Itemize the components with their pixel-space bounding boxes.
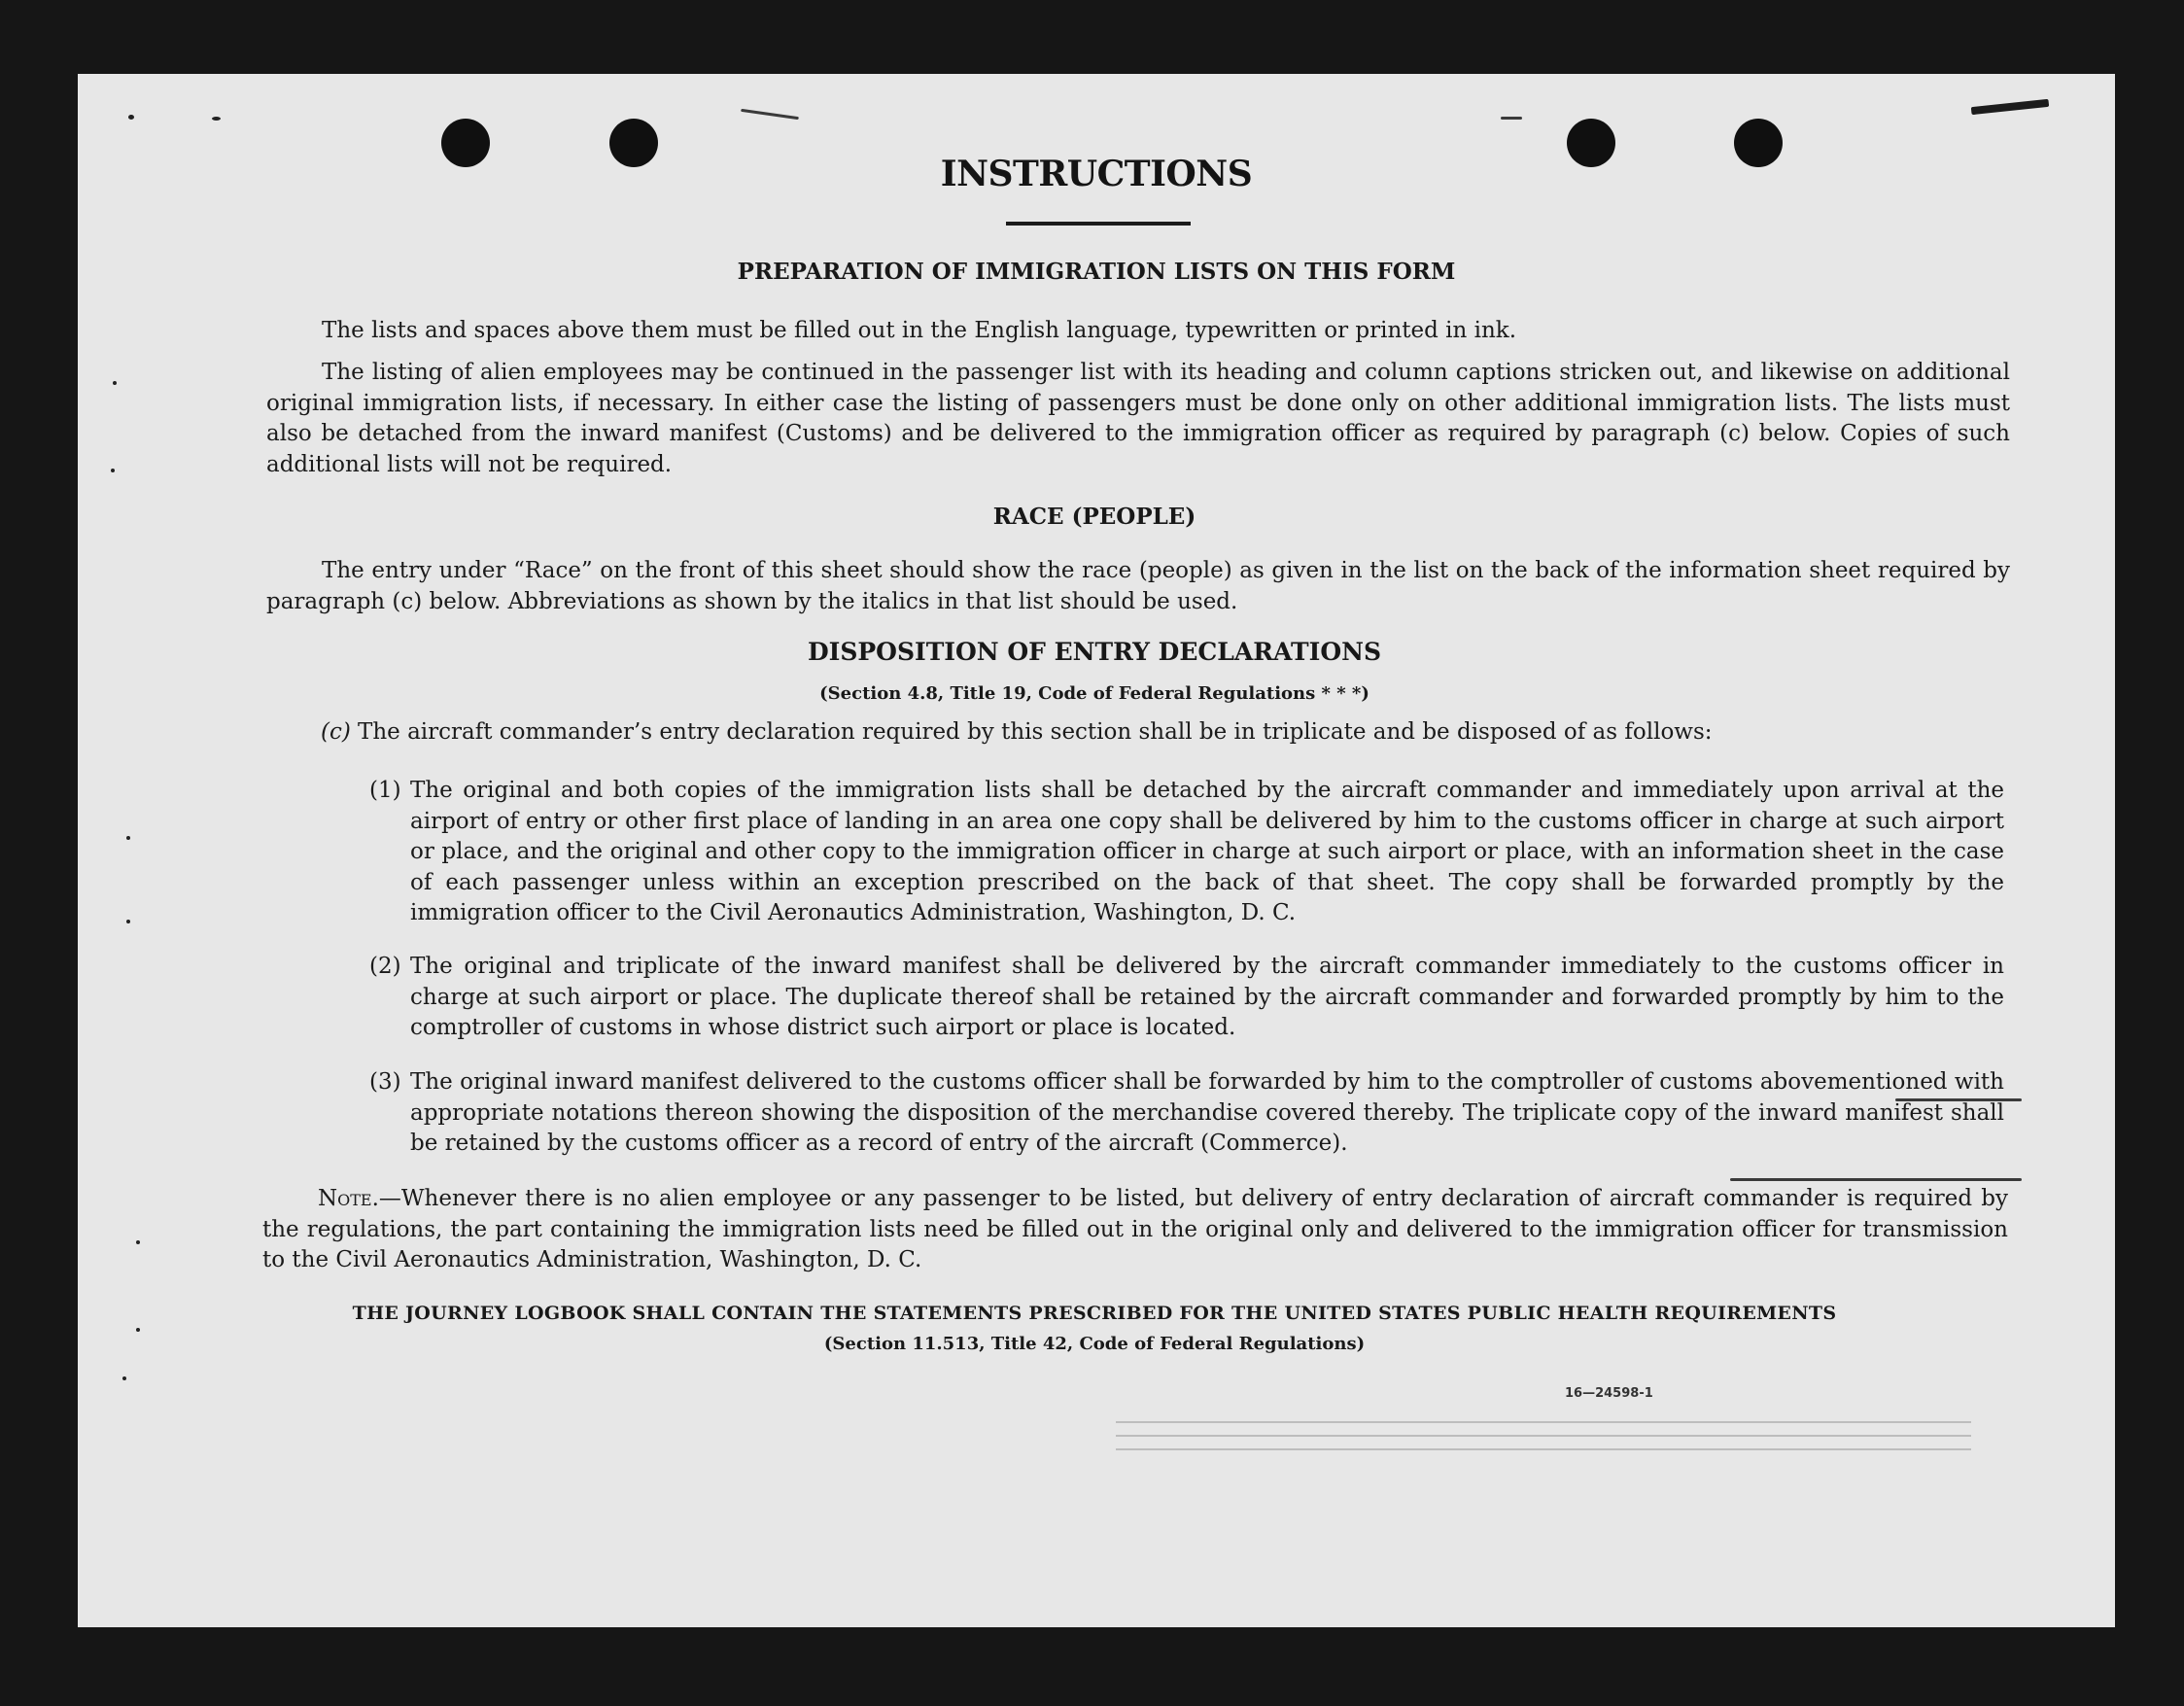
section-heading-disposition: DISPOSITION OF ENTRY DECLARATIONS xyxy=(807,638,1382,666)
scan-speck xyxy=(113,381,117,385)
paragraph-c-text: The aircraft commander’s entry declaration required by this section shall be in triplicate and be disposed of as follows: xyxy=(358,719,1713,745)
bleed-through-line xyxy=(1116,1421,1971,1423)
item-text-2: The original and triplicate of the inward manifest shall be delivered by the aircraft commander immediately to the customs officer in charge at such airport or place. The duplicate thereof shall be retained by the aircraft commander and forwarded promptly by him to the comptroller of customs in whose district such airport or place is located. xyxy=(410,954,2004,1040)
note-label: Note. xyxy=(318,1186,379,1211)
bleed-through-line xyxy=(1116,1448,1971,1450)
document-page xyxy=(78,74,2115,1627)
item-text-1: The original and both copies of the immigration lists shall be detached by the aircraft commander and immediately upon arrival at the airport of entry or other first place of landing in an area one copy shall be delivered by him to the customs officer in charge at such airport or place, and the original and other copy to the immigration officer in charge at such airport or place, with an information sheet in the case of each passenger unless within an exception prescribed on the back of that sheet. The copy shall be forwarded promptly by the immigration officer to the Civil Aeronautics Administration, Washington, D. C. xyxy=(410,778,2004,925)
paragraph-c-label: (c) xyxy=(321,719,351,745)
scan-speck xyxy=(212,117,221,121)
scan-smudge xyxy=(1501,117,1522,120)
item-number-3: (3) xyxy=(369,1069,401,1095)
section-heading-preparation: PREPARATION OF IMMIGRATION LISTS ON THIS FORM xyxy=(737,259,1456,285)
item-number-2: (2) xyxy=(369,954,401,979)
scan-speck xyxy=(136,1328,140,1332)
title-underline xyxy=(1006,222,1191,226)
scan-speck xyxy=(136,1240,140,1244)
note-text: —Whenever there is no alien employee or any passenger to be listed, but delivery of entry declaration of aircraft commander is required by the regulations, the part containing the immigration lists need be filled out in the original only and delivered to the immigration officer for transmission to the Civil Aeronautics Administration, Washington, D. C. xyxy=(262,1186,2008,1272)
scan-speck xyxy=(126,836,130,840)
scan-speck xyxy=(128,115,134,120)
note-paragraph xyxy=(262,1184,2008,1276)
scan-smudge xyxy=(741,109,799,120)
scan-speck xyxy=(122,1376,126,1380)
scan-speck xyxy=(126,920,130,923)
scan-smudge xyxy=(1730,1178,2022,1181)
section-heading-race: RACE (PEOPLE) xyxy=(992,504,1196,530)
health-requirements-line: THE JOURNEY LOGBOOK SHALL CONTAIN THE STATEMENTS PRESCRIBED FOR THE UNITED STATES PUBLIC HEALTH REQUIREMENTS xyxy=(352,1303,1837,1324)
scan-smudge xyxy=(1971,99,2049,115)
page-title: INSTRUCTIONS xyxy=(940,154,1253,194)
race-paragraph: The entry under “Race” on the front of this sheet should show the race (people) as given in the list on the back of the information sheet required by paragraph (c) below. Abbreviations as shown by the italics in that list should be used. xyxy=(266,558,2010,614)
item-number-1: (1) xyxy=(369,778,401,803)
form-number: 16—24598-1 xyxy=(1565,1386,1653,1401)
preparation-paragraph-2: The listing of alien employees may be continued in the passenger list with its heading and column captions stricken out, and likewise on additional original immigration lists, if necessary. In either case the listing of passengers must be done only on other additional immigration lists. The lists must also be detached from the inward manifest (Customs) and be delivered to the immigration officer as required by paragraph (c) below. Copies of such additional lists will not be required. xyxy=(266,360,2010,477)
preparation-paragraph-1: The lists and spaces above them must be filled out in the English language, typewritten or printed in ink. xyxy=(322,318,1517,343)
scan-speck xyxy=(111,469,115,472)
item-text-3: The original inward manifest delivered to the customs officer shall be forwarded by him to the comptroller of customs abovementioned with appropriate notations thereon showing the disposition of the merchandise covered thereby. The triplicate copy of the inward manifest shall be retained by the customs officer as a record of entry of the aircraft (Commerce). xyxy=(410,1069,2004,1156)
bleed-through-line xyxy=(1116,1435,1971,1437)
disposition-citation: (Section 4.8, Title 19, Code of Federal Regulations * * *) xyxy=(819,683,1369,704)
health-requirements-citation: (Section 11.513, Title 42, Code of Federal Regulations) xyxy=(823,1334,1366,1354)
